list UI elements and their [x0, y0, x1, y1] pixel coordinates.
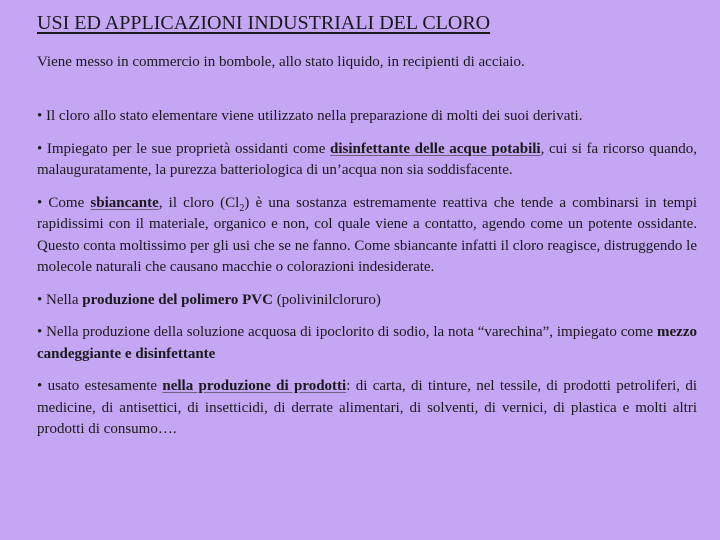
bullet-sbiancante-mid: , il cloro (Cl	[158, 194, 240, 211]
bullet-pvc	[37, 290, 697, 312]
bullet-prodotti-post: : di carta, di tinture, nel tessile, di prodotti petroliferi, di medicine, di antisettici, di insetticidi, di derrate alimentari, di solventi, di vernici, di plastica e molti altri prodotti di consumo….	[37, 378, 697, 437]
bullet-varechina-highlight: mezzo candeggiante e disinfettante	[37, 324, 697, 362]
bullet-sbiancante-post: ) è una sostanza estremamente reattiva che tende a combinarsi in tempi rapidissimi con il materiale, organico e non, col quale viene a contatto, agendo come un potente ossidante. Questo conta moltissimo per gli usi che se ne fanno. Come sbiancante infatti il cloro reagisce, distruggendo le molecole naturali che causano macchie o colorazioni indesiderate.	[37, 194, 697, 275]
bullet-disinfettante-highlight: disinfettante delle acque potabili	[330, 140, 541, 157]
slide-content	[37, 10, 697, 441]
bullet-varechina-pre: • Nella produzione della soluzione acquosa di ipoclorito di sodio, la nota “varechina”, impiegato come	[37, 324, 658, 340]
bullet-pvc-highlight: produzione del polimero PVC	[82, 291, 273, 308]
bullet-sbiancante-highlight: sbiancante	[90, 194, 159, 211]
bullet-prodotti	[37, 376, 697, 441]
bullet-disinfettante-post: , cui si fa ricorso quando, malauguratamente, la purezza batteriologica di un’acqua non sia soddisfacente.	[37, 140, 698, 178]
bullet-derivati-text: • Il cloro allo stato elementare viene utilizzato nella preparazione di molti dei suoi derivati.	[37, 108, 583, 124]
slide-title: USI ED APPLICAZIONI INDUSTRIALI DEL CLORO	[37, 12, 491, 34]
bullet-pvc-post: (polivinilcloruro)	[272, 291, 381, 308]
bullet-derivati	[37, 106, 697, 128]
bullet-varechina	[37, 322, 697, 365]
bullet-pvc-pre: • Nella	[37, 291, 83, 308]
bullet-disinfettante-pre: • Impiegato per le sue proprietà ossidanti come	[37, 140, 331, 157]
intro-text: Viene messo in commercio in bombole, allo stato liquido, in recipienti di acciaio.	[37, 54, 525, 70]
bullet-disinfettante	[37, 139, 697, 182]
chlorine-subscript: 2	[239, 202, 245, 214]
bullet-sbiancante	[37, 193, 697, 279]
bullet-sbiancante-pre: • Come	[37, 194, 91, 211]
bullet-prodotti-highlight: nella produzione di prodotti	[162, 378, 347, 394]
bullet-prodotti-pre: • usato estesamente	[37, 378, 163, 394]
